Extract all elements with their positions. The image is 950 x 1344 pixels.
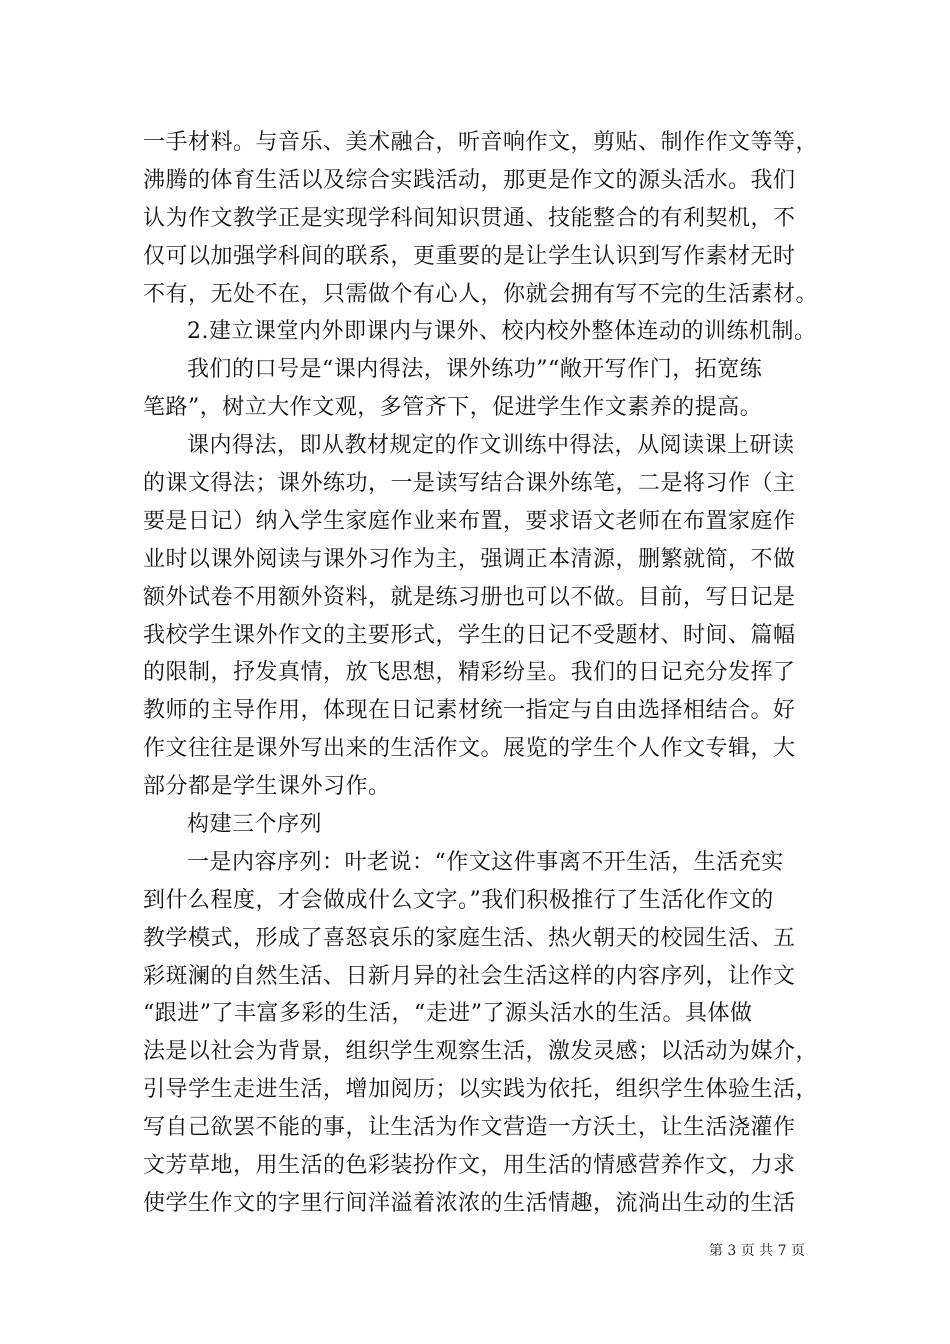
text-line: 课内得法，即从教材规定的作文训练中得法，从阅读课上研读 — [187, 433, 795, 459]
text-line: 认为作文教学正是实现学科间知识贯通、技能整合的有利契机，不 — [143, 205, 796, 231]
text-line: 我们的口号是“课内得法，课外练功”“敞开写作门，拓宽练 — [187, 357, 763, 383]
text-line: 教学模式，形成了喜怒哀乐的家庭生活、热火朝天的校园生活、五 — [143, 925, 796, 951]
text-line: 使学生作文的字里行间洋溢着浓浓的生活情趣，流淌出生动的生活 — [143, 1190, 796, 1216]
page-number: 第 3 页 共 7 页 — [708, 1243, 805, 1259]
text-line: 法是以社会为背景，组织学生观察生活，激发灵感；以活动为媒介， — [143, 1039, 819, 1065]
text-line: 额外试卷不用额外资料，就是练习册也可以不做。目前，写日记是 — [143, 584, 796, 610]
text-line: 一是内容序列：叶老说：“作文这件事离不开生活，生活充实 — [187, 849, 784, 875]
text-line: 到什么程度，才会做成什么文字。”我们积极推行了生活化作文的 — [143, 887, 774, 913]
text-line: 要是日记）纳入学生家庭作业来布置，要求语文老师在布置家庭作 — [143, 508, 796, 534]
text-line: 沸腾的体育生活以及综合实践活动，那更是作文的源头活水。我们 — [143, 167, 796, 193]
document-body — [143, 124, 819, 1223]
text-line: 不有，无处不在，只需做个有心人，你就会拥有写不完的生活素材。 — [143, 281, 819, 307]
text-line: 文芳草地，用生活的色彩装扮作文，用生活的情感营养作文，力求 — [143, 1153, 796, 1179]
text-line: 我校学生课外作文的主要形式，学生的日记不受题材、时间、篇幅 — [143, 622, 796, 648]
text-line: 2.建立课堂内外即课内与课外、校内校外整体连动的训练机制。 — [187, 319, 817, 345]
text-line: 一手材料。与音乐、美术融合，听音响作文，剪贴、制作作文等等， — [143, 130, 819, 155]
text-line: 的课文得法；课外练功，一是读写结合课外练笔，二是将习作（主 — [143, 471, 796, 497]
text-line: 构建三个序列 — [187, 812, 323, 838]
text-line: 作文往往是课外写出来的生活作文。展览的学生个人作文专辑，大 — [143, 736, 796, 762]
text-line: 笔路”，树立大作文观，多管齐下，促进学生作文素养的提高。 — [143, 395, 763, 421]
text-line: 教师的主导作用，体现在日记素材统一指定与自由选择相结合。好 — [143, 698, 796, 724]
text-line: 业时以课外阅读与课外习作为主，强调正本清源，删繁就简，不做 — [143, 546, 796, 572]
text-line: “跟进”了丰富多彩的生活，“走进”了源头活水的生活。具体做 — [143, 1001, 753, 1027]
text-line: 彩斑澜的自然生活、日新月异的社会生活这样的内容序列，让作文 — [143, 963, 796, 989]
text-line: 仅可以加强学科间的联系，更重要的是让学生认识到写作素材无时 — [143, 243, 796, 269]
text-line: 写自己欲罢不能的事，让生活为作文营造一方沃土，让生活浇灌作 — [143, 1115, 796, 1141]
text-line: 引导学生走进生活，增加阅历；以实践为依托，组织学生体验生活， — [143, 1077, 819, 1103]
text-line: 的限制，抒发真情，放飞思想，精彩纷呈。我们的日记充分发挥了 — [143, 660, 796, 686]
text-line: 部分都是学生课外习作。 — [143, 774, 391, 800]
